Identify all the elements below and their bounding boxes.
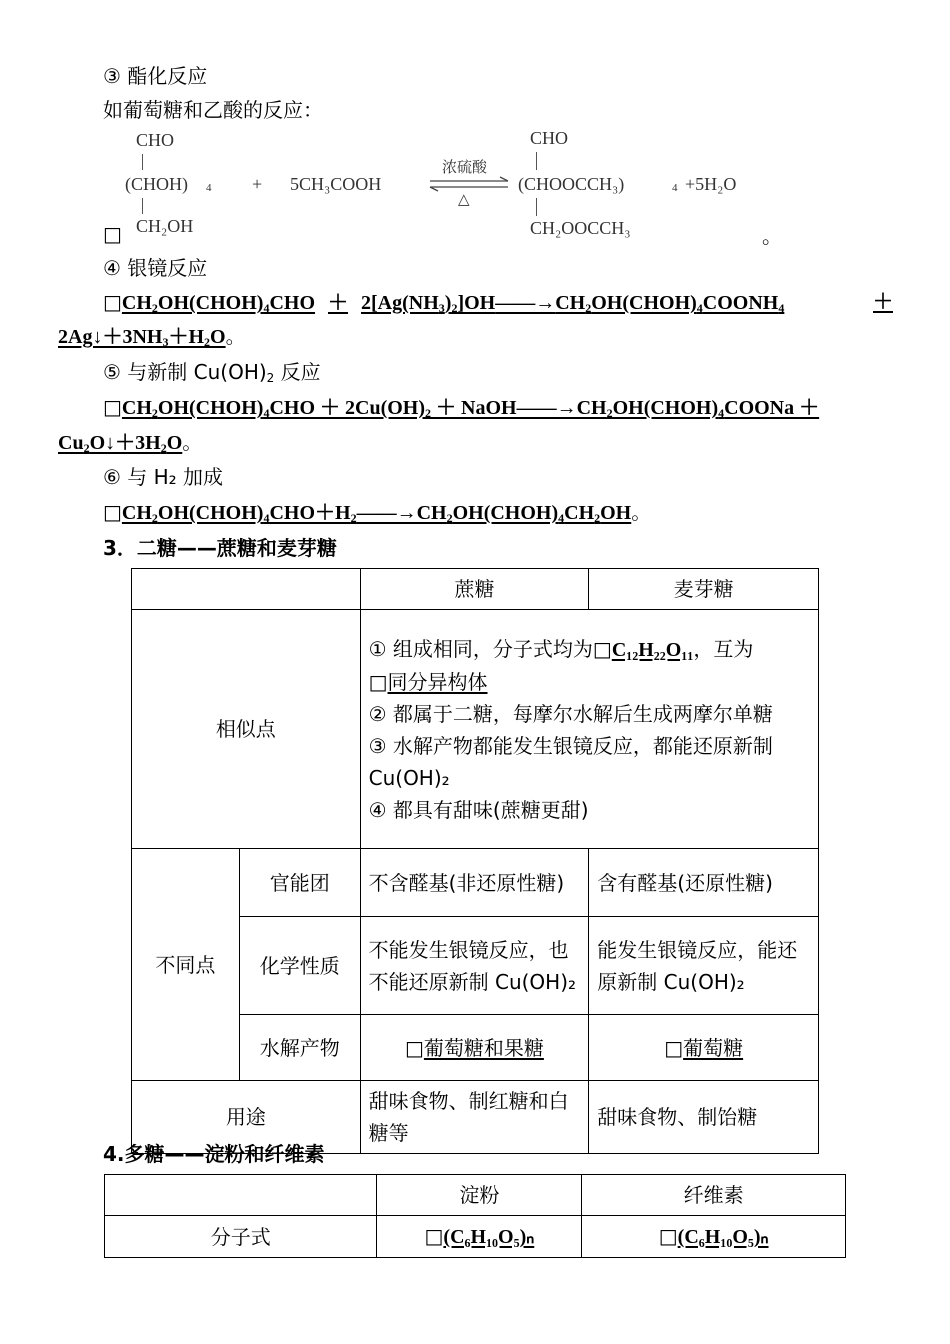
polysaccharide-table bbox=[104, 1174, 846, 1258]
sucrose-functional-group: 不含醛基(非还原性糖) bbox=[360, 849, 589, 917]
use-label: 用途 bbox=[132, 1081, 361, 1154]
hydrolysis-product-label: 水解产物 bbox=[239, 1015, 360, 1081]
section-hydrogenation-title: ⑥ 与 H₂ 加成 bbox=[103, 465, 224, 489]
chemical-property-label: 化学性质 bbox=[239, 917, 360, 1015]
ch2oh-left: CH₂OH bbox=[136, 216, 194, 236]
differences-label: 不同点 bbox=[132, 849, 240, 1081]
maltose-functional-group: 含有醛基(还原性糖) bbox=[589, 849, 819, 917]
cho-left: CHO bbox=[136, 130, 175, 150]
similarities-content: ① 组成相同，分子式均为□C₁₂H₂₂O₁₁，互为 □同分异构体 ② 都属于二糖，每摩尔水解后生成两摩尔单糖 ③ 水解产物都能发生银镜反应，都能还原新制 Cu(OH)₂ ④ 都具有甜味(蔗糖更甜) bbox=[360, 610, 818, 849]
esterification-equation bbox=[100, 124, 800, 244]
molecular-formula-label: 分子式 bbox=[105, 1216, 377, 1258]
hydrogenation-equation: $□CH_2OH(CHOH)_4CHO+H_2——\to CH_2OH(CHOH)_4CH_2OH$。 bbox=[103, 500, 652, 525]
ch2ooc-right: CH₂OOCCH₃ bbox=[530, 218, 631, 238]
section-polysaccharide-title: 4.多糖——淀粉和纤维素 bbox=[103, 1142, 325, 1166]
starch-formula: □(C₆H₁₀O₅)ₙ bbox=[377, 1216, 582, 1258]
period: 。 bbox=[762, 224, 782, 248]
chooc-group: (CHOOCCH₃) bbox=[518, 174, 625, 194]
sucrose-hydrolysis-product: □葡萄糖和果糖 bbox=[360, 1015, 589, 1081]
section-esterification-title: ③ 酯化反应 bbox=[103, 64, 208, 88]
condition-heat: △ bbox=[458, 190, 470, 208]
cho-right: CHO bbox=[530, 128, 569, 148]
water-product: +5H₂O bbox=[685, 174, 737, 194]
functional-group-label: 官能团 bbox=[239, 849, 360, 917]
header-empty bbox=[132, 569, 361, 610]
header-empty bbox=[105, 1175, 377, 1216]
condition-catalyst: 浓硫酸 bbox=[442, 158, 488, 176]
sucrose-use: 甜味食物、制红糖和白糖等 bbox=[360, 1081, 589, 1154]
sucrose-chemical-property: 不能发生银镜反应，也不能还原新制 Cu(OH)₂ bbox=[360, 917, 589, 1015]
section-disaccharide-title: 3．二糖——蔗糖和麦芽糖 bbox=[103, 536, 337, 560]
maltose-use: 甜味食物、制饴糖 bbox=[589, 1081, 819, 1154]
chooc-subscript: 4 bbox=[672, 182, 678, 194]
header-cellulose: 纤维素 bbox=[582, 1175, 846, 1216]
section-cuoh2-title: ⑤ 与新制 $Cu(OH)_2$ 反应 bbox=[103, 360, 321, 385]
cuoh2-equation-line1: $□CH_2OH(CHOH)_4CHO + 2Cu(OH)_2$ ＋ $NaOH——\to CH_2OH(CHOH)_4COONa$ ＋ bbox=[103, 395, 820, 420]
silver-mirror-equation-line2: $2Ag↓+3NH_3+H_2O$。 bbox=[58, 324, 246, 349]
cuoh2-equation-line2: $Cu_2O↓+3H_2O$。 bbox=[58, 430, 203, 455]
similarities-label: 相似点 bbox=[132, 610, 361, 849]
esterification-description: 如葡萄糖和乙酸的反应： bbox=[103, 98, 323, 122]
silver-mirror-equation-line1: $□CH_2OH(CHOH)_4CHO$ ＋ $2[Ag(NH_3)_2]OH——\to CH_2OH(CHOH)_4COONH_4$ ＋ bbox=[103, 290, 893, 315]
section-silver-mirror-title: ④ 银镜反应 bbox=[103, 256, 208, 280]
disaccharide-table bbox=[131, 568, 819, 1154]
choh-group: (CHOH) bbox=[125, 174, 188, 194]
header-starch: 淀粉 bbox=[377, 1175, 582, 1216]
maltose-chemical-property: 能发生银镜反应，能还原新制 Cu(OH)₂ bbox=[589, 917, 819, 1015]
plus-sign: + bbox=[252, 174, 263, 194]
header-maltose: 麦芽糖 bbox=[589, 569, 819, 610]
maltose-hydrolysis-product: □葡萄糖 bbox=[589, 1015, 819, 1081]
choh-subscript: 4 bbox=[206, 182, 212, 194]
cellulose-formula: □(C₆H₁₀O₅)ₙ bbox=[582, 1216, 846, 1258]
acetic-acid: 5CH₃COOH bbox=[290, 174, 382, 194]
header-sucrose: 蔗糖 bbox=[360, 569, 589, 610]
answer-box: □ bbox=[103, 222, 122, 246]
